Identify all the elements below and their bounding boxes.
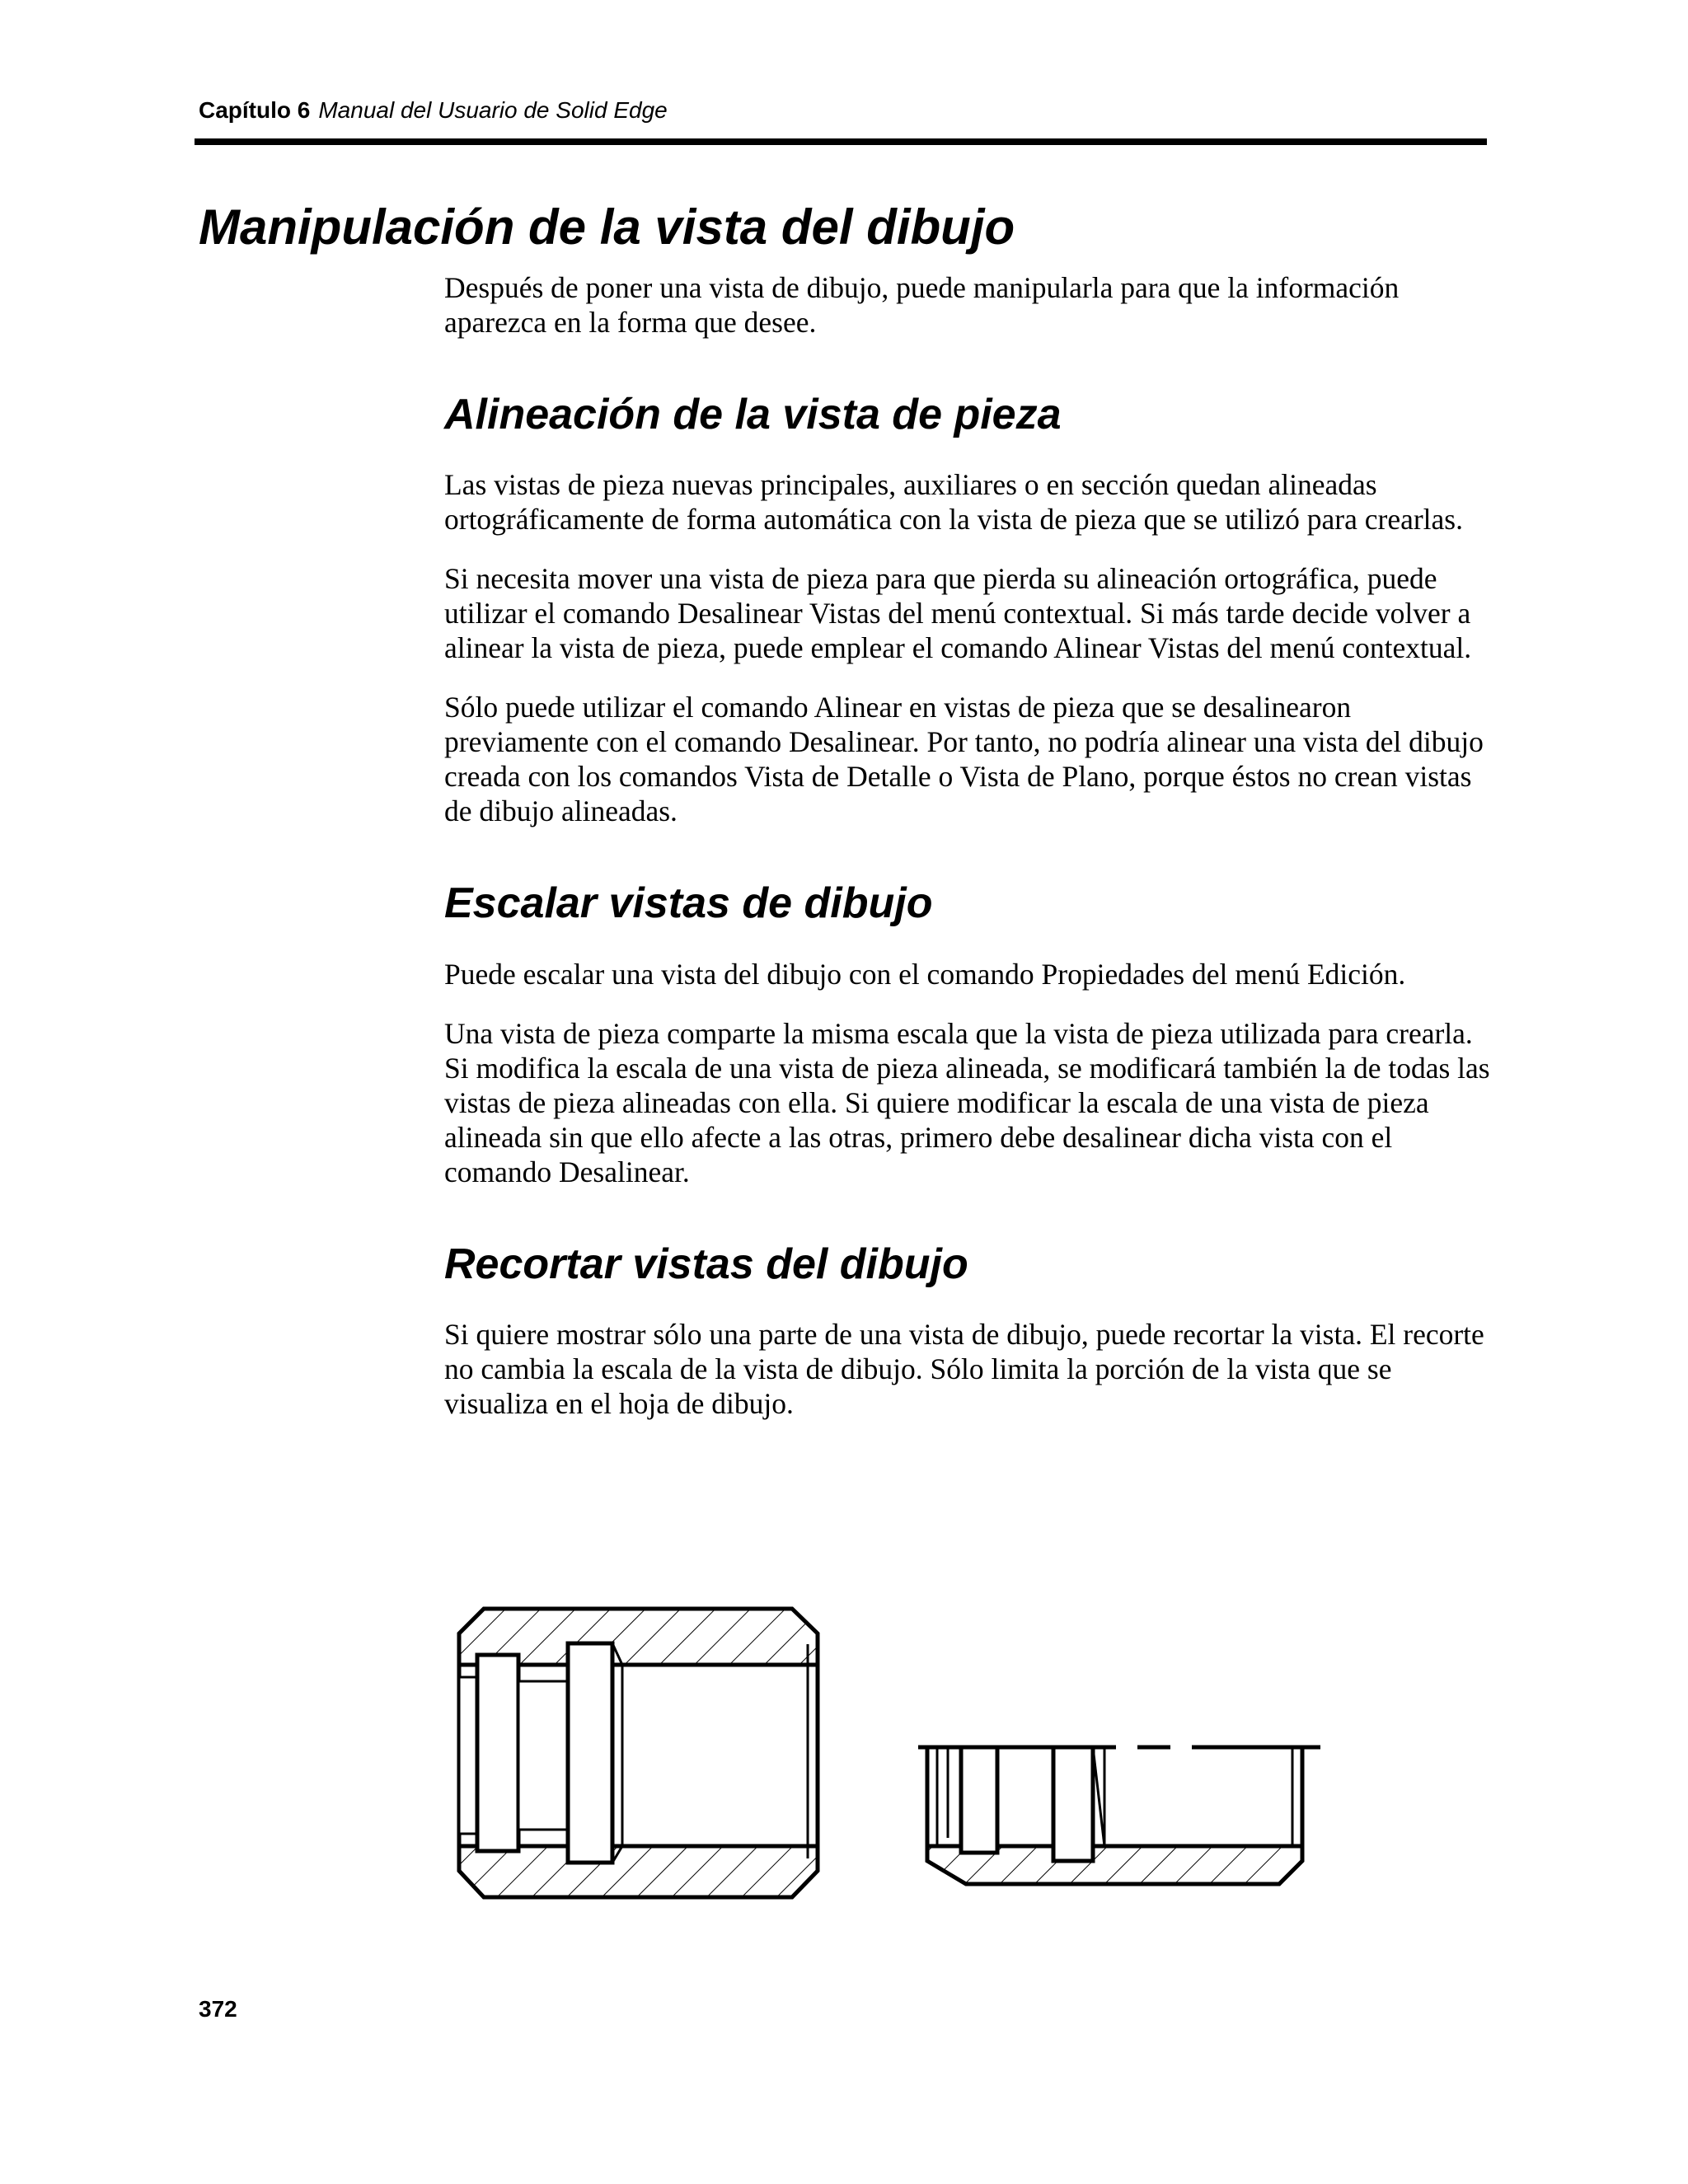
intro-paragraph: Después de poner una vista de dibujo, puede manipularla para que la información aparezca en la forma que desee. [444,271,1400,339]
full-section-view [459,1609,818,1897]
manual-title: Manual del Usuario de Solid Edge [318,97,668,123]
section-heading-alineacion: Alineación de la vista de pieza [444,391,1062,438]
header-rule [195,138,1487,145]
section-heading-recortar: Recortar vistas del dibujo [444,1240,968,1288]
paragraph: Las vistas de pieza nuevas principales, auxiliares o en sección quedan alineadas ortográficamente de forma automática con la vista de pieza que se utilizó para crearlas. [444,468,1463,537]
paragraph: Si necesita mover una vista de pieza para que pierda su alineación ortográfica, puede utilizar el comando Desalinear Vistas del menú contextual. Si más tarde decide volver a alinear la vista de pieza, puede emplear el comando Alinear Vistas del menú contextual. [444,562,1472,665]
paragraph: Sólo puede utilizar el comando Alinear en vistas de pieza que se desalinearon previamente con el comando Desalinear. Por tanto, no podría alinear una vista del dibujo creada con los comandos Vista de Detalle o Vista de Plano, porque éstos no crean vistas de dibujo alineadas. [444,691,1484,828]
page-number: 372 [199,1996,237,2022]
paragraph: Puede escalar una vista del dibujo con el comando Propiedades del menú Edición. [444,957,1406,991]
section-view-figure [445,1599,1352,1945]
paragraph: Si quiere mostrar sólo una parte de una vista de dibujo, puede recortar la vista. El recorte no cambia la escala de la vista de dibujo. Sólo limita la porción de la vista que se visualiza en el hoja de dibujo. [444,1318,1484,1421]
page-title: Manipulación de la vista del dibujo [199,199,1015,255]
cropped-section-view [918,1747,1320,1884]
chapter-label: Capítulo 6 [199,97,311,123]
main-content [444,270,1499,1421]
running-header [199,97,668,124]
paragraph: Una vista de pieza comparte la misma escala que la vista de pieza utilizada para crearla. Si modifica la escala de una vista de pieza alineada, se modificará también la de todas las vistas de pieza alineadas con ella. Si quiere modificar la escala de una vista de pieza alineada sin que ello afecte a las otras, primero debe desalinear dicha vista con el comando Desalinear. [444,1016,1490,1188]
section-view-drawings [445,1599,1352,1945]
section-heading-escalar: Escalar vistas de dibujo [444,879,933,928]
